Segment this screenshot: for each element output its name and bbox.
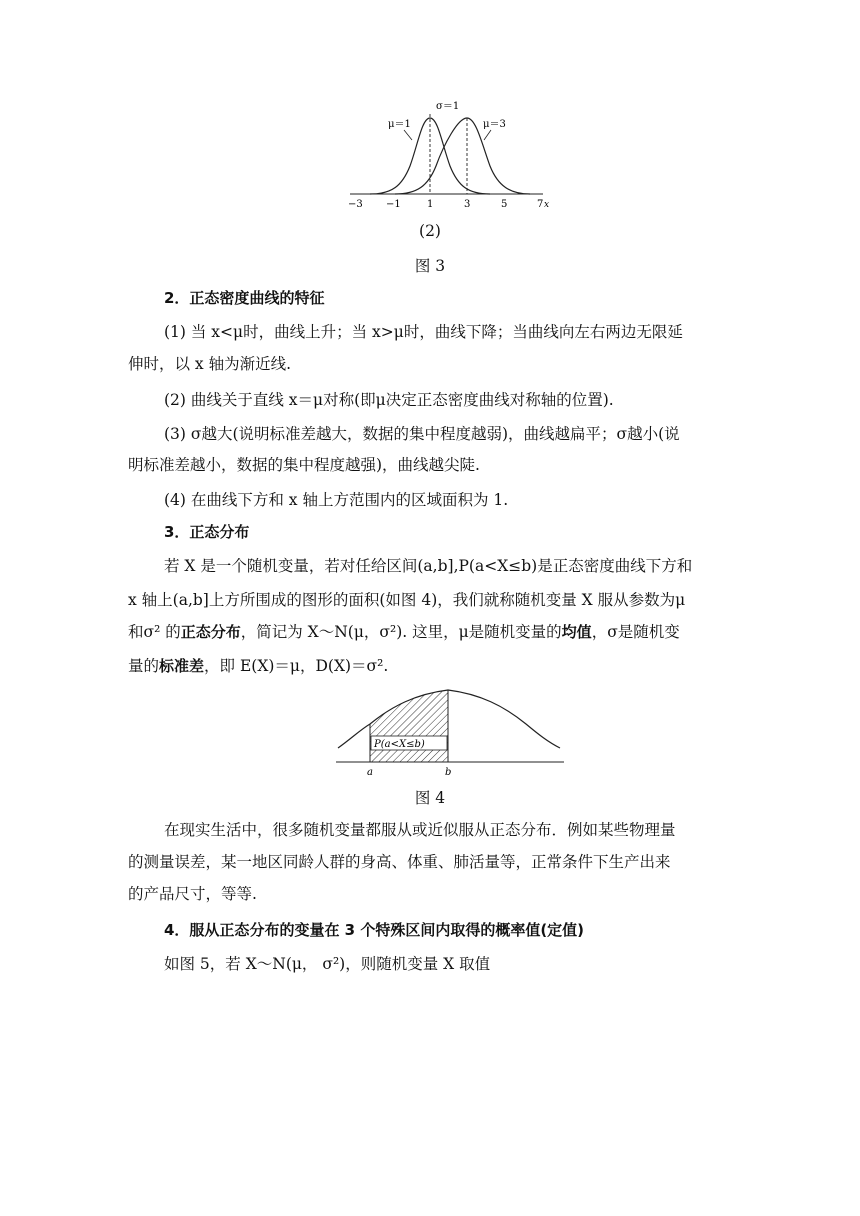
section-3-line-2: x 轴上(a,b]上方所围成的图形的面积(如图 4)，我们就称随机变量 X 服从参数为μ [128,591,686,609]
figure-3-normal-curves [340,96,555,212]
section-2-item-1: (1) 当 x<μ时，曲线上升；当 x>μ时，曲线下降；当曲线向左右两边无限延 [164,323,683,341]
paragraph-line-1: 在现实生活中，很多随机变量都服从或近似服从正态分布．例如某些物理量 [164,821,676,839]
curve-mu-3 [395,118,530,194]
tick-label: 3 [464,199,471,210]
section-2-item-3: (3) σ越大(说明标准差越大，数据的集中程度越弱)，曲线越扁平；σ越小(说 [164,425,680,443]
b-label: b [445,767,452,778]
section-2-item-2: (2) 曲线关于直线 x＝μ对称(即μ决定正态密度曲线对称轴的位置). [164,391,614,409]
mu-1-label: μ＝1 [388,119,411,130]
axis-label: x [544,200,550,210]
section-2-heading: 2．正态密度曲线的特征 [164,289,325,307]
term-standard-deviation: 标准差 [159,657,205,675]
section-4-heading: 4．服从正态分布的变量在 3 个特殊区间内取得的概率值(定值) [164,921,585,939]
tick-label: 5 [501,199,508,210]
figure-3-subcaption: (2) [419,222,441,240]
section-2-item-4: (4) 在曲线下方和 x 轴上方范围内的区域面积为 1. [164,491,509,509]
tick-label: 7 [537,199,544,210]
sigma-label: σ＝1 [436,101,460,112]
tick-label: −3 [348,199,363,210]
section-3-line-3: 和σ² 的正态分布，简记为 X～N(μ，σ²). 这里，μ是随机变量的均值，σ是随机变 [128,623,680,641]
a-label: a [367,767,373,778]
term-mean: 均值 [561,623,592,641]
section-3-line-1: 若 X 是一个随机变量，若对任给区间(a,b],P(a<X≤b)是正态密度曲线下方和 [164,557,693,575]
section-2-item-3-cont: 明标准差越小，数据的集中程度越强)，曲线越尖陡. [128,456,480,474]
paragraph-line-2: 的测量误差，某一地区同龄人群的身高、体重、肺活量等，正常条件下生产出来 [128,853,671,871]
tick-label: 1 [427,199,434,210]
tick-label: −1 [386,199,401,210]
paragraph-line-3: 的产品尺寸，等等. [128,885,257,903]
figure-3-caption: 图 3 [414,257,446,275]
section-2-item-1-cont: 伸时，以 x 轴为渐近线. [128,355,292,373]
section-4-line-1: 如图 5，若 X～N(μ， σ²)，则随机变量 X 取值 [164,955,491,973]
section-3-heading: 3．正态分布 [164,523,250,541]
section-3-line-4: 量的标准差，即 E(X)＝μ，D(X)＝σ². [128,657,389,675]
probability-label: P(a<X≤b) [374,739,425,750]
figure-4-shaded-area [334,686,566,778]
term-normal-distribution: 正态分布 [180,623,241,641]
mu-3-label: μ＝3 [483,119,506,130]
figure-4-caption: 图 4 [414,789,446,807]
